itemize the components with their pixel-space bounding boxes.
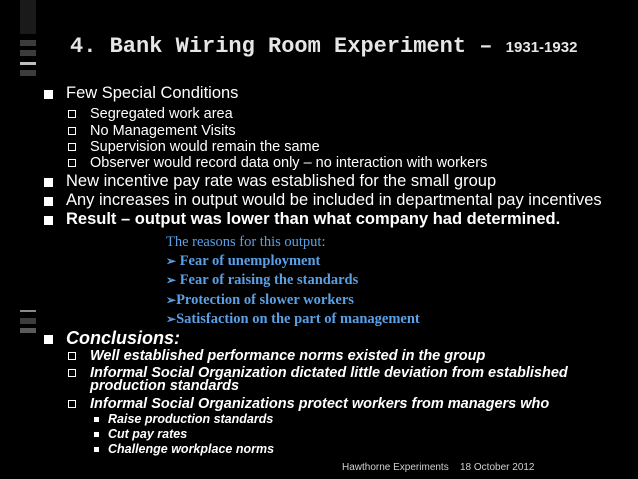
reason-text: Satisfaction on the part of management	[176, 311, 420, 327]
reason-item	[166, 253, 320, 270]
slide-title-years: 1931-1932	[505, 39, 578, 56]
conclusion-sub-text: Raise production standards	[108, 412, 274, 426]
hollow-square-bullet-icon	[68, 127, 76, 135]
square-bullet-icon	[94, 417, 99, 422]
reasons-heading: The reasons for this output:	[166, 234, 326, 250]
conclusion-text: production standards	[90, 378, 240, 394]
bullet-text: Result – output was lower than what company had determined.	[66, 210, 561, 228]
hollow-square-bullet-icon	[68, 400, 76, 408]
hollow-square-bullet-icon	[68, 352, 76, 360]
hollow-square-bullet-icon	[68, 369, 76, 377]
conclusion-text: Well established performance norms existed in the group	[90, 348, 486, 364]
hollow-square-bullet-icon	[68, 143, 76, 151]
sub-bullet-text: Observer would record data only – no interaction with workers	[90, 155, 488, 171]
sub-bullet-text: Supervision would remain the same	[90, 139, 320, 155]
bullet-text: Few Special Conditions	[66, 84, 239, 102]
reason-item	[166, 272, 358, 289]
sub-bullet-text: Segregated work area	[90, 106, 233, 122]
square-bullet-icon	[44, 197, 53, 206]
square-bullet-icon	[44, 178, 53, 187]
square-bullet-icon	[94, 432, 99, 437]
arrow-bullet-icon: ➢	[166, 273, 177, 287]
conclusion-sub-text: Challenge workplace norms	[108, 442, 275, 456]
bullet-text: Any increases in output would be included in departmental pay incentives	[66, 191, 602, 209]
arrow-bullet-icon: ➢	[166, 293, 177, 307]
square-bullet-icon	[44, 335, 53, 344]
reason-item	[166, 311, 420, 328]
slide-title-main: 4. Bank Wiring Room Experiment –	[70, 34, 506, 59]
reason-text: Fear of raising the standards	[179, 272, 359, 288]
footer-title: Hawthorne Experiments	[342, 462, 449, 473]
footer-date: 18 October 2012	[460, 462, 535, 473]
conclusion-text: Informal Social Organization dictated little deviation from established	[90, 365, 568, 381]
bullet-text: New incentive pay rate was established for the small group	[66, 172, 497, 190]
conclusion-text: Informal Social Organizations protect workers from managers who	[90, 396, 550, 412]
reason-text: Protection of slower workers	[176, 292, 354, 308]
square-bullet-icon	[44, 216, 53, 225]
hollow-square-bullet-icon	[68, 110, 76, 118]
sub-bullet-text: No Management Visits	[90, 123, 236, 139]
reason-text: Fear of unemployment	[179, 253, 321, 269]
square-bullet-icon	[94, 447, 99, 452]
arrow-bullet-icon: ➢	[166, 254, 177, 268]
square-bullet-icon	[44, 90, 53, 99]
arrow-bullet-icon: ➢	[166, 312, 177, 326]
conclusion-sub-text: Cut pay rates	[108, 427, 188, 441]
reason-item	[166, 292, 354, 309]
conclusions-heading: Conclusions:	[66, 328, 181, 348]
hollow-square-bullet-icon	[68, 159, 76, 167]
